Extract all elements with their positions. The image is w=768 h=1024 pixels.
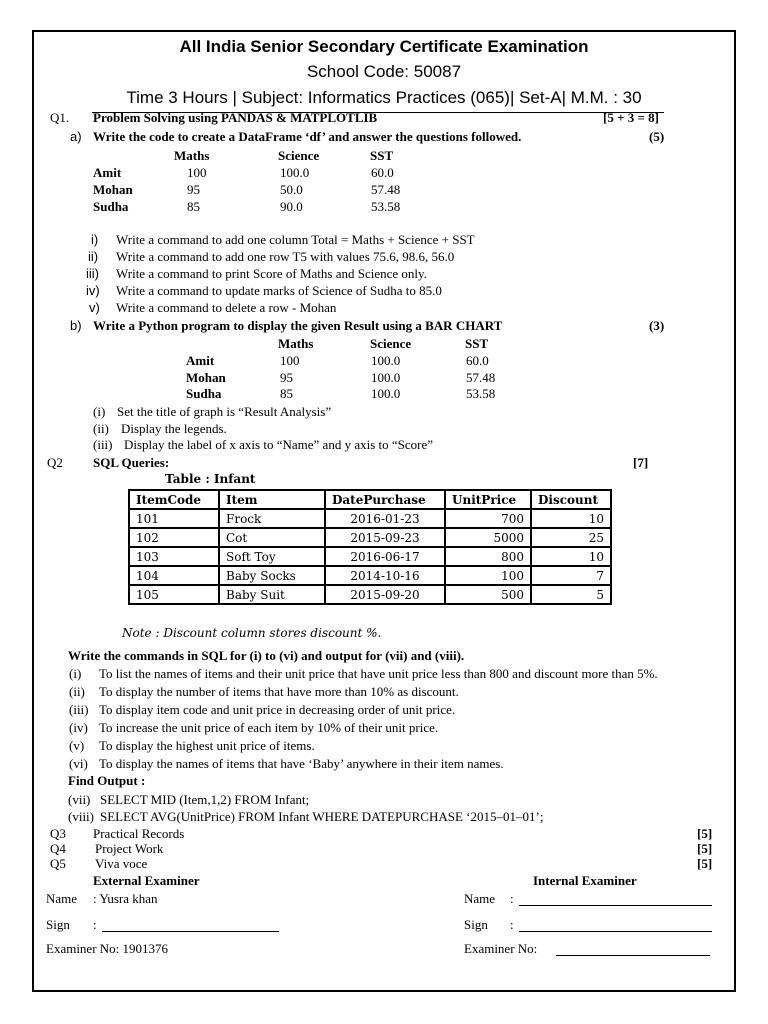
q2-subq-num: (vi): [69, 756, 88, 771]
q1a-subq-num: iii): [86, 266, 99, 281]
school-code: School Code: 50087: [306, 62, 462, 81]
q1a-subq-num: ii): [88, 249, 99, 264]
q2-subq-num: (v): [69, 738, 85, 753]
col-itemcode: ItemCode: [129, 490, 219, 509]
q2-instruction: Write the commands in SQL for (i) to (vi) and output for (vii) and (viii).: [68, 648, 465, 663]
q2-subq-num: (iii): [69, 702, 89, 717]
q1b-col-maths: Maths: [278, 336, 314, 351]
table-note: Note : Discount column stores discount %.: [122, 626, 382, 640]
cell-itemcode: 103: [129, 547, 219, 566]
internal-sign-label: Sign: [464, 917, 488, 932]
q1a-cell: 85: [187, 199, 200, 214]
infant-table: [128, 489, 612, 605]
q1b-marks: (3): [649, 318, 665, 333]
q1a-cell: 53.58: [371, 199, 401, 214]
cell-date: 2015-09-20: [325, 585, 445, 604]
external-examiner-title: External Examiner: [93, 873, 200, 888]
q1a-row-name: Mohan: [93, 182, 133, 197]
q1a-cell: 60.0: [371, 165, 394, 180]
cell-discount: 10: [531, 509, 611, 528]
q1a-row-name: Amit: [93, 165, 122, 180]
q2-subq-text: To display the names of items that have ‘Baby’ anywhere in their item names.: [99, 756, 504, 771]
q1-title: Problem Solving using PANDAS & MATPLOTLIB: [93, 110, 378, 125]
cell-itemcode: 101: [129, 509, 219, 528]
external-sign-label: Sign: [46, 917, 70, 932]
cell-discount: 25: [531, 528, 611, 547]
external-name-label: Name: [46, 891, 78, 906]
q1a-subq-text: Write a command to update marks of Science of Sudha to 85.0: [116, 283, 442, 298]
q1a-subq-num: v): [89, 300, 100, 315]
q2-subq-num: (ii): [69, 684, 85, 699]
q2-subq-num: (i): [69, 666, 82, 681]
cell-item: Baby Suit: [219, 585, 325, 604]
col-datepurchase: DatePurchase: [325, 490, 445, 509]
q1b-col-sst: SST: [465, 336, 489, 351]
col-unitprice: UnitPrice: [445, 490, 531, 509]
q1a-cell: 90.0: [280, 199, 303, 214]
cell-discount: 7: [531, 566, 611, 585]
external-name-value: : Yusra khan: [93, 891, 158, 906]
internal-examiner-title: Internal Examiner: [533, 873, 637, 888]
table-row: [129, 509, 611, 528]
q2-subq-text: To display the highest unit price of items.: [99, 738, 315, 753]
q5-number: Q5: [50, 856, 66, 871]
cell-discount: 5: [531, 585, 611, 604]
external-sign-value: :: [93, 917, 97, 932]
q5-marks: [5]: [697, 856, 713, 871]
q1a-marks: (5): [649, 129, 665, 144]
cell-unitprice: 5000: [445, 528, 531, 547]
q1a-subq-text: Write a command to print Score of Maths and Science only.: [116, 266, 427, 281]
external-sign-line: [102, 919, 279, 932]
q2-subq-text: To list the names of items and their unit price that have unit price less than 800 and discount more than 5%.: [99, 666, 658, 681]
cell-item: Cot: [219, 528, 325, 547]
q1b-cell: 57.48: [466, 370, 496, 385]
table-row: [129, 566, 611, 585]
cell-date: 2016-06-17: [325, 547, 445, 566]
cell-item: Baby Socks: [219, 566, 325, 585]
q1b-cell: 100.0: [371, 353, 401, 368]
q1b-label: b): [70, 318, 82, 333]
q1b-subq-text: Display the label of x axis to “Name” and y axis to “Score”: [124, 437, 434, 452]
col-discount: Discount: [531, 490, 611, 509]
q2-subq-text: To increase the unit price of each item by 10% of their unit price.: [99, 720, 439, 735]
find-output-heading: Find Output :: [68, 773, 146, 788]
q5-text: Viva voce: [95, 856, 148, 871]
cell-date: 2014-10-16: [325, 566, 445, 585]
q1a-subq-text: Write a command to add one column Total = Maths + Science + SST: [116, 232, 475, 247]
q3-text: Practical Records: [93, 826, 185, 841]
internal-examiner-no-line: [556, 943, 710, 956]
q2-output-text: SELECT MID (Item,1,2) FROM Infant;: [100, 792, 310, 807]
cell-discount: 10: [531, 547, 611, 566]
q1b-cell: 95: [280, 370, 293, 385]
q1a-subq-num: i): [91, 232, 99, 247]
q4-number: Q4: [50, 841, 66, 856]
q1a-cell: 57.48: [371, 182, 401, 197]
q1b-cell: 100.0: [371, 386, 401, 401]
q4-text: Project Work: [95, 841, 164, 856]
internal-sign-line: [519, 919, 712, 932]
q1a-subq-num: iv): [86, 283, 100, 298]
internal-name-label: Name: [464, 891, 496, 906]
q2-output-text: SELECT AVG(UnitPrice) FROM Infant WHERE DATEPURCHASE ‘2015–01–01’;: [100, 809, 544, 824]
q1b-subq-text: Set the title of graph is “Result Analysis”: [117, 404, 332, 419]
internal-name-line: [519, 893, 712, 906]
q3-marks: [5]: [697, 826, 713, 841]
q1b-row-name: Mohan: [186, 370, 226, 385]
q1a-cell: 100: [187, 165, 207, 180]
cell-date: 2016-01-23: [325, 509, 445, 528]
table-row: [129, 585, 611, 604]
q1a-row-name: Sudha: [93, 199, 129, 214]
col-item: Item: [219, 490, 325, 509]
cell-unitprice: 700: [445, 509, 531, 528]
q1b-text: Write a Python program to display the given Result using a BAR CHART: [93, 318, 503, 333]
internal-examiner-no: Examiner No:: [464, 941, 538, 956]
q2-marks: [7]: [633, 455, 649, 470]
q1b-subq-num: (i): [93, 404, 106, 419]
cell-item: Frock: [219, 509, 325, 528]
q1b-cell: 53.58: [466, 386, 496, 401]
exam-title: All India Senior Secondary Certificate Examination: [179, 37, 589, 56]
cell-itemcode: 105: [129, 585, 219, 604]
q2-output-num: (vii): [68, 792, 91, 807]
q2-subq-num: (iv): [69, 720, 88, 735]
internal-name-value: :: [510, 891, 514, 906]
q1b-cell: 60.0: [466, 353, 489, 368]
cell-date: 2015-09-23: [325, 528, 445, 547]
q1b-subq-num: (iii): [93, 437, 113, 452]
q1b-cell: 85: [280, 386, 293, 401]
cell-itemcode: 102: [129, 528, 219, 547]
table-header-row: [129, 490, 611, 509]
q1a-col-science: Science: [278, 148, 320, 163]
q1b-cell: 100.0: [371, 370, 401, 385]
external-examiner-no: Examiner No: 1901376: [46, 941, 169, 956]
q1a-text: Write the code to create a DataFrame ‘df’ and answer the questions followed.: [93, 129, 522, 144]
q1b-col-science: Science: [370, 336, 412, 351]
q2-number: Q2: [47, 455, 63, 470]
exam-details: Time 3 Hours | Subject: Informatics Practices (065)| Set-A| M.M. : 30: [126, 88, 642, 107]
q1b-subq-num: (ii): [93, 421, 109, 436]
cell-item: Soft Toy: [219, 547, 325, 566]
q1a-cell: 95: [187, 182, 200, 197]
q1a-col-sst: SST: [370, 148, 394, 163]
q2-subq-text: To display item code and unit price in decreasing order of unit price.: [99, 702, 456, 717]
q2-subq-text: To display the number of items that have more than 10% as discount.: [99, 684, 459, 699]
q1a-col-maths: Maths: [174, 148, 210, 163]
q1b-row-name: Amit: [186, 353, 215, 368]
q1b-subq-text: Display the legends.: [121, 421, 227, 436]
q1-marks: [5 + 3 = 8]: [603, 110, 659, 125]
q2-title: SQL Queries:: [93, 455, 170, 470]
q2-output-num: (viii): [68, 809, 94, 824]
q4-marks: [5]: [697, 841, 713, 856]
q1a-cell: 100.0: [280, 165, 310, 180]
internal-sign-value: :: [510, 917, 514, 932]
infant-table-caption: Table : Infant: [165, 472, 256, 486]
q1a-subq-text: Write a command to delete a row - Mohan: [116, 300, 337, 315]
q1b-row-name: Sudha: [186, 386, 222, 401]
q1a-subq-text: Write a command to add one row T5 with values 75.6, 98.6, 56.0: [116, 249, 455, 264]
cell-unitprice: 100: [445, 566, 531, 585]
q1a-cell: 50.0: [280, 182, 303, 197]
table-row: [129, 528, 611, 547]
cell-unitprice: 800: [445, 547, 531, 566]
q1b-cell: 100: [280, 353, 300, 368]
table-row: [129, 547, 611, 566]
cell-itemcode: 104: [129, 566, 219, 585]
q1-number: Q1.: [50, 110, 70, 125]
cell-unitprice: 500: [445, 585, 531, 604]
q3-number: Q3: [50, 826, 66, 841]
q1a-label: a): [70, 129, 82, 144]
